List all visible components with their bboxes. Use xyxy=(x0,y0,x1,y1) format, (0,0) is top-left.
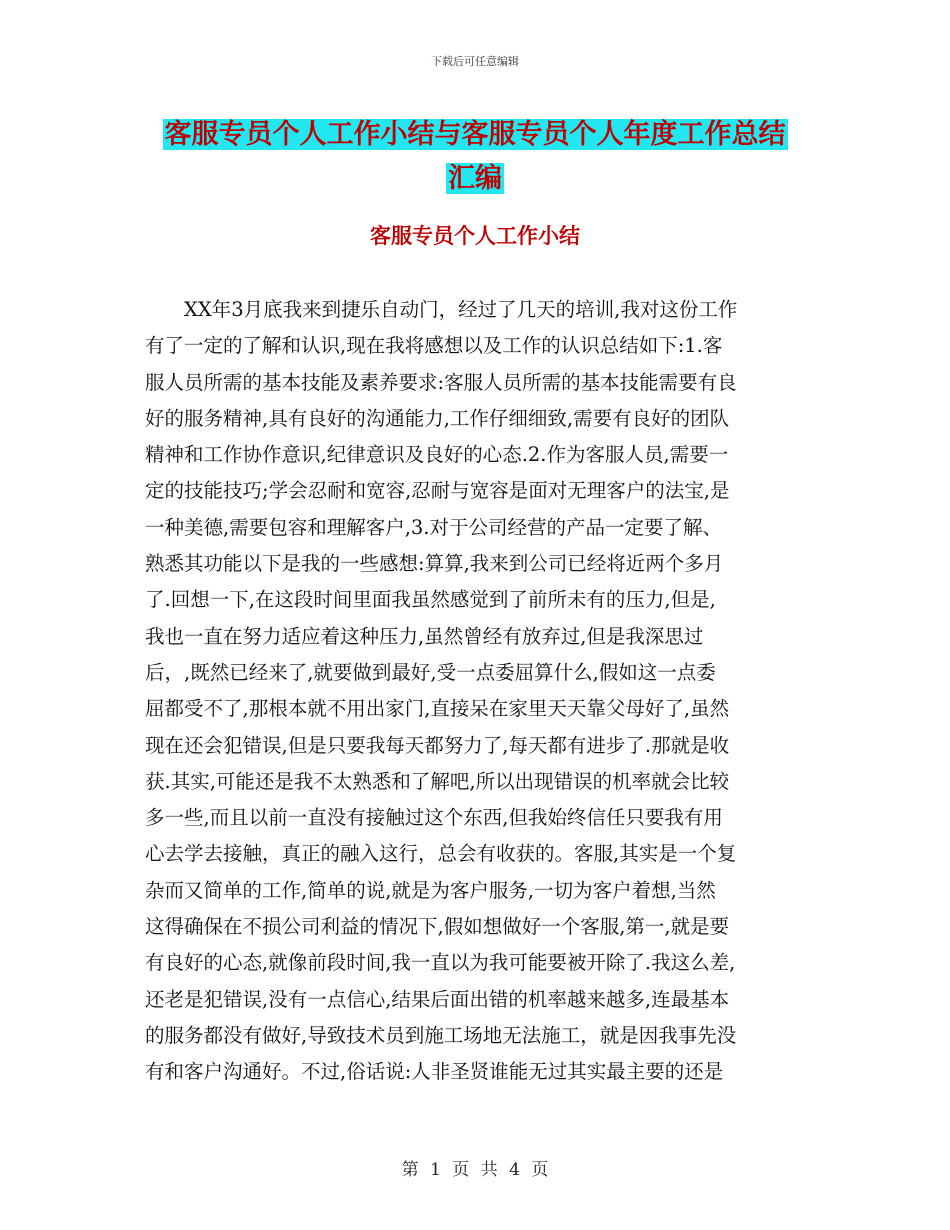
body-line: 精神和工作协作意识,纪律意识及良好的心态.2.作为客服人员,需要一 xyxy=(145,443,729,467)
body-line: 这得确保在不损公司利益的情况下,假如想做好一个客服,第一,就是要 xyxy=(145,915,730,939)
body-line: 服人员所需的基本技能及素养要求:客服人员所需的基本技能需要有良 xyxy=(145,370,737,394)
body-line: XX年3月底我来到捷乐自动门，经过了几天的培训,我对这份工作 xyxy=(145,298,738,321)
body-line: 了.回想一下,在这段时间里面我虽然感觉到了前所未有的压力,但是, xyxy=(145,588,716,612)
header-note: 下载后可任意编辑 xyxy=(431,55,519,68)
body-line: 我也一直在努力适应着这种压力,虽然曾经有放弃过,但是我深思过 xyxy=(145,624,704,648)
body-line: 一种美德,需要包容和理解客户,3.对于公司经营的产品一定要了解、 xyxy=(145,515,723,539)
title-line-1: 客服专员个人工作小结与客服专员个人年度工作总结 xyxy=(164,119,786,150)
body-line: 获.其实,可能还是我不太熟悉和了解吧,所以出现错误的机率就会比较 xyxy=(145,769,730,793)
body-line: 现在还会犯错误,但是只要我每天都努力了,每天都有进步了.那就是收 xyxy=(145,733,730,757)
body-line: 后，,既然已经来了,就要做到最好,受一点委屈算什么,假如这一点委 xyxy=(145,660,716,684)
body-line: 有了一定的了解和认识,现在我将感想以及工作的认识总结如下:1.客 xyxy=(145,334,723,358)
title-line-2: 汇编 xyxy=(448,163,502,194)
body-line: 好的服务精神,具有良好的沟通能力,工作仔细细致,需要有良好的团队 xyxy=(145,406,730,430)
body-line: 定的技能技巧;学会忍耐和宽容,忍耐与宽容是面对无理客户的法宝,是 xyxy=(145,479,730,503)
body-line: 熟悉其功能以下是我的一些感想:算算,我来到公司已经将近两个多月 xyxy=(145,552,724,576)
body-line: 多一些,而且以前一直没有接触过这个东西,但我始终信任只要我有用 xyxy=(145,806,723,830)
body-line: 的服务都没有做好,导致技术员到施工场地无法施工，就是因我事先没 xyxy=(145,1023,737,1047)
document-title xyxy=(0,113,950,201)
body-line: 心去学去接触，真正的融入这行，总会有收获的。客服,其实是一个复 xyxy=(145,842,737,866)
body-line: 屈都受不了,那根本就不用出家门,直接呆在家里天天靠父母好了,虽然 xyxy=(145,697,730,721)
body-line: 还老是犯错误,没有一点信心,结果后面出错的机率越来越多,连最基本 xyxy=(145,987,730,1011)
body-line: 有良好的心态,就像前段时间,我一直以为我可能要被开除了.我这么差, xyxy=(145,951,736,975)
body-line: 杂而又简单的工作,简单的说,就是为客户服务,一切为客户着想,当然 xyxy=(145,878,716,902)
body-text xyxy=(145,292,810,1091)
section-title: 客服专员个人工作小结 xyxy=(370,224,580,248)
body-line: 有和客户沟通好。不过,俗话说:人非圣贤谁能无过其实最主要的还是 xyxy=(145,1060,724,1084)
page-footer: 第 1 页 共 4 页 xyxy=(401,1160,549,1180)
